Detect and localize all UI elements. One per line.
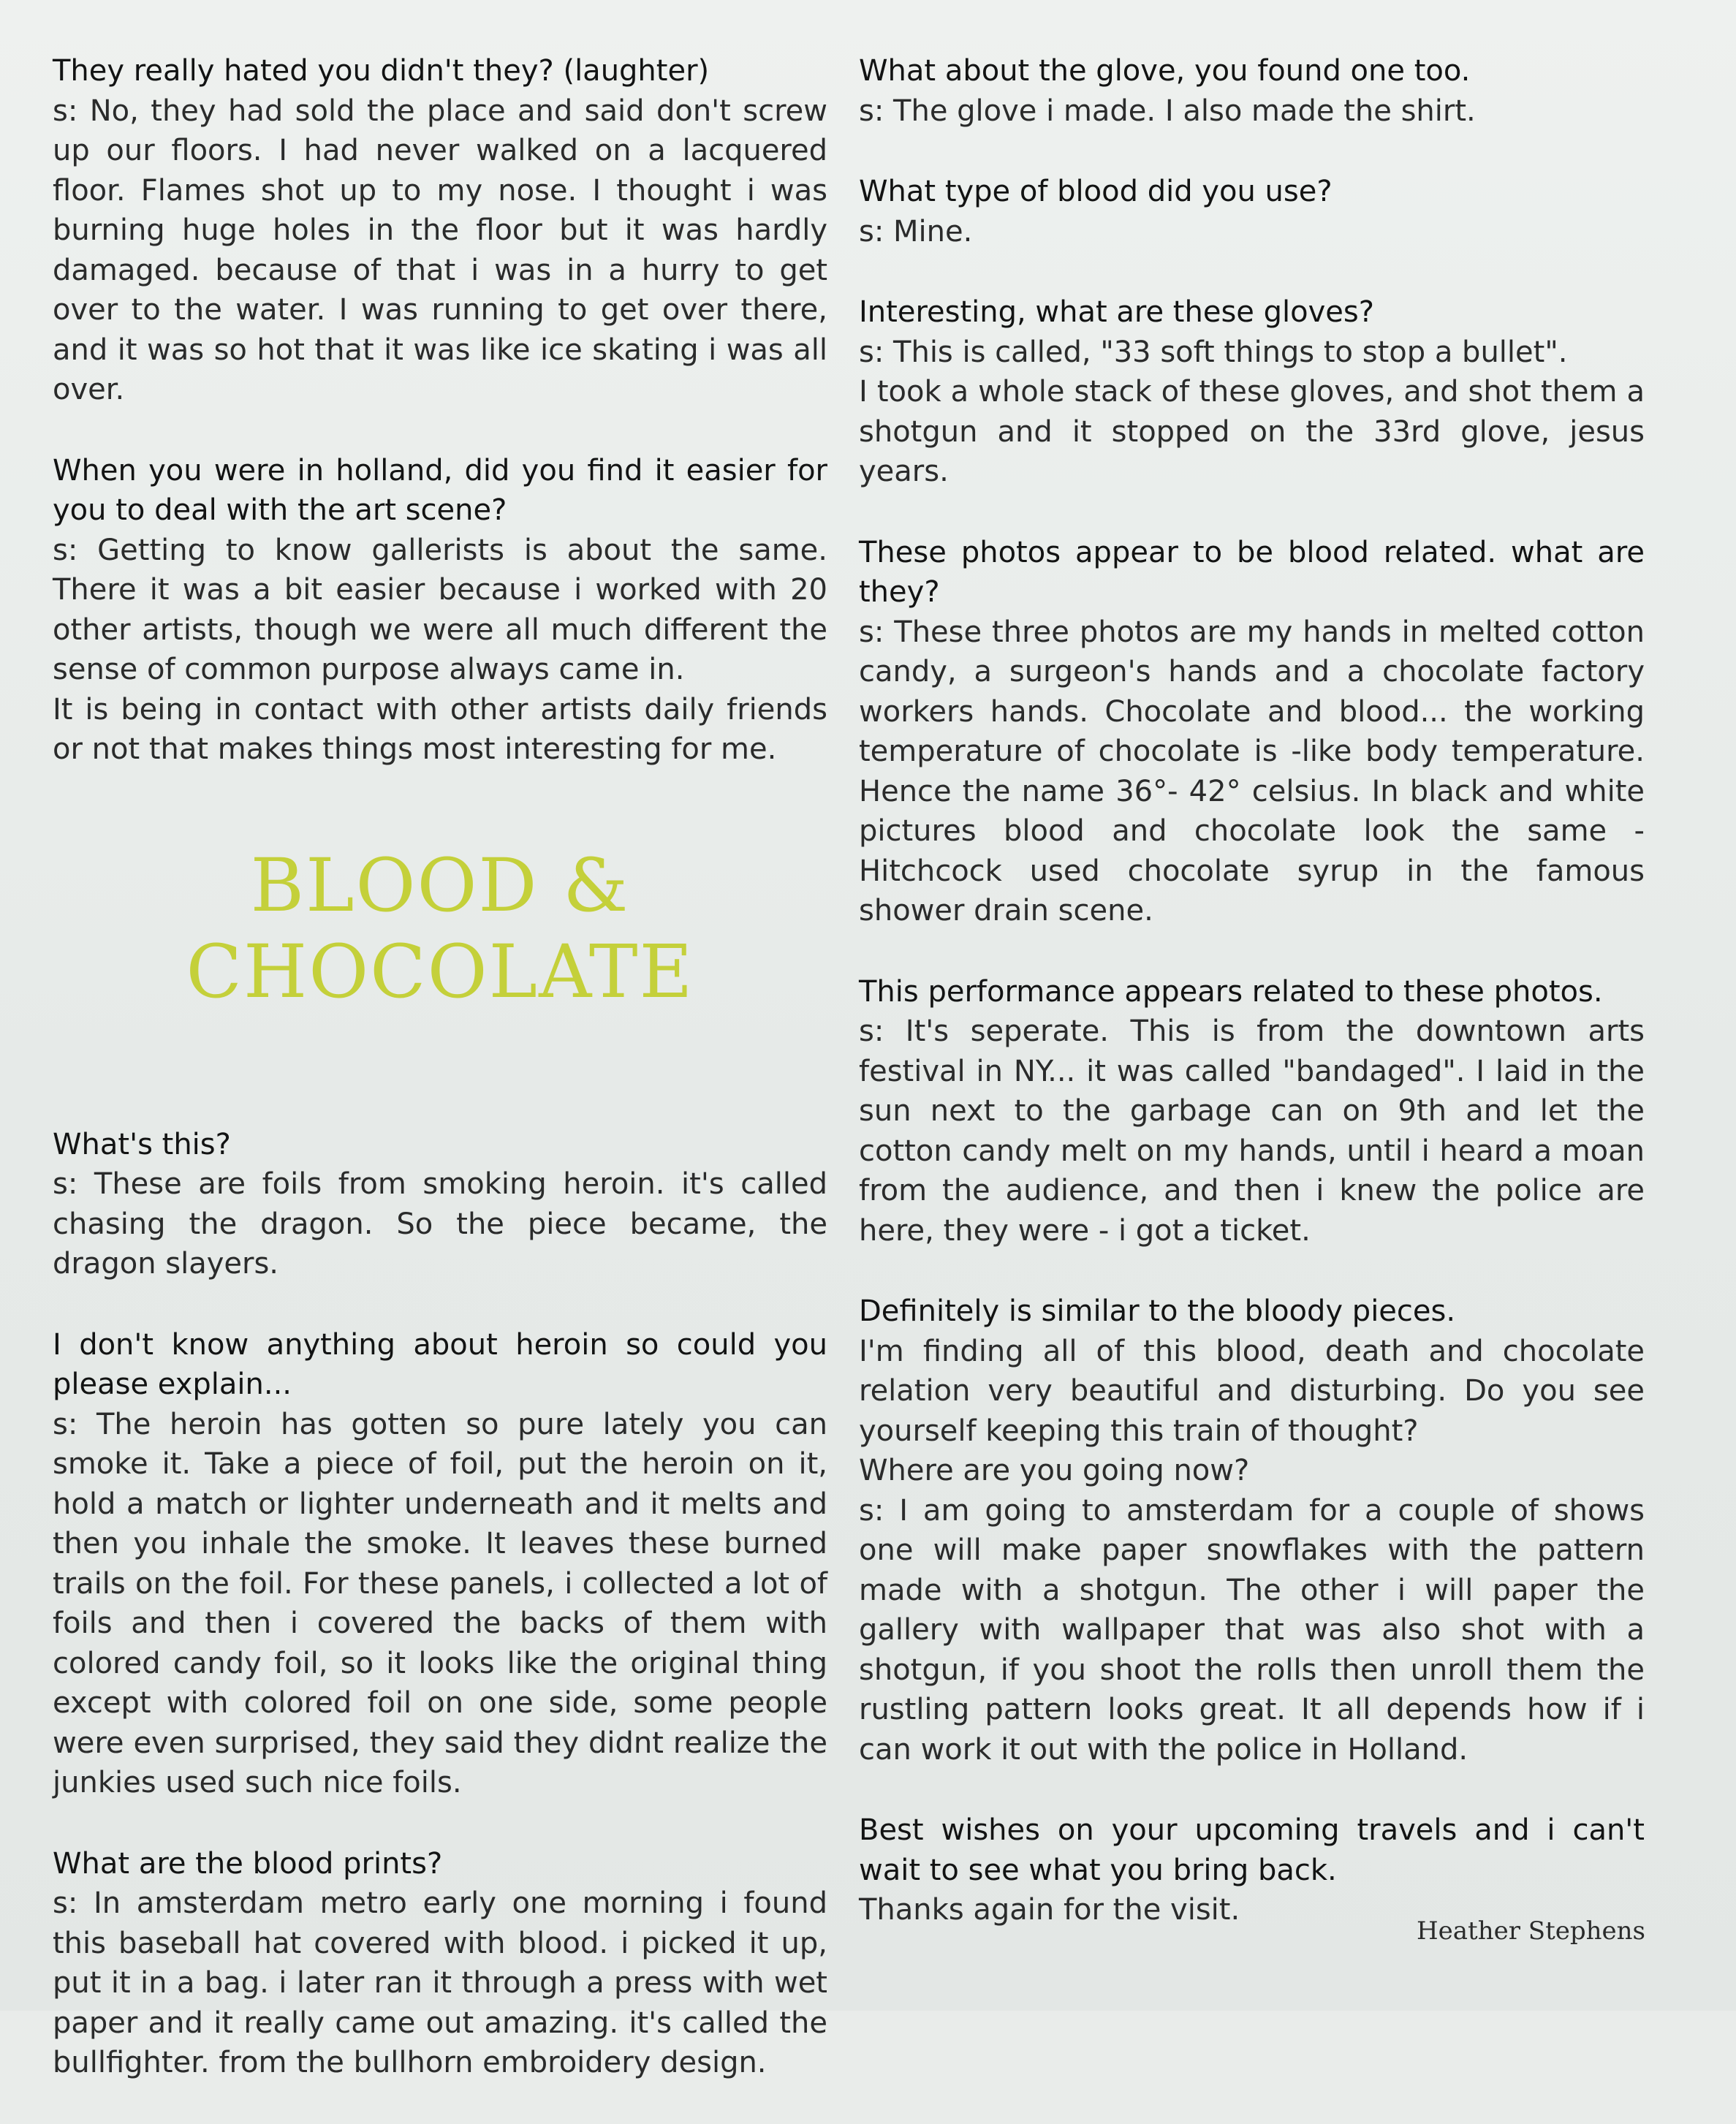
answer-paragraph: s: Getting to know gallerists is about the same. There it was a bit easier because i worked with 20 other artists, though we were all much different the sense of common purpose always came in.	[53, 533, 827, 686]
answer-paragraph: Thanks again for the visit.	[859, 1893, 1240, 1927]
qa-block	[53, 1125, 827, 1284]
qa-block	[53, 1844, 827, 2083]
answer-paragraph: I'm finding all of this blood, death and chocolate relation very beautiful and disturbing. Do you see yourself keeping this train of thought?	[859, 1334, 1645, 1448]
qa-block	[53, 51, 827, 410]
question: I don't know anything about heroin so could you please explain...	[53, 1327, 827, 1401]
answer-paragraph: s: This is called, "33 soft things to stop a bullet".	[859, 335, 1568, 369]
answer-paragraph: s: It's seperate. This is from the downtown arts festival in NY... it was called "bandaged". I laid in the sun next to the garbage can on 9th and let the cotton candy melt on my hands, until i heard a moan from the audience, and then i knew the police are here, they were - i got a ticket.	[859, 1014, 1645, 1248]
question: What are the blood prints?	[53, 1846, 443, 1881]
answer-paragraph: It is being in contact with other artists daily friends or not that makes things most interesting for me.	[53, 692, 827, 766]
answer-paragraph: s: These three photos are my hands in melted cotton candy, a surgeon's hands and a chocolate factory workers hands. Chocolate and blood... the working temperature of chocolate is -like body temperature. Hence the name 36°- 42° celsius. In black and white pictures blood and chocolate look the same - Hitchcock used chocolate syrup in the famous shower drain scene.	[859, 615, 1645, 928]
qa-block	[859, 51, 1645, 131]
title-line: BLOOD &	[250, 842, 630, 928]
answer-paragraph: s: The heroin has gotten so pure lately you can smoke it. Take a piece of foil, put the heroin on it, hold a match or lighter underneath and it melts and then you inhale the smoke. It leaves these burned trails on the foil. For these panels, i collected a lot of foils and then i covered the backs of them with colored candy foil, so it looks like the original thing except with colored foil on one side, some people were even surprised, they said they didnt realize the junkies used such nice foils.	[53, 1407, 827, 1799]
qa-block	[53, 451, 827, 770]
question: What about the glove, you found one too.	[859, 54, 1471, 88]
author-byline: Heather Stephens	[1417, 1916, 1645, 1946]
qa-block	[859, 172, 1645, 251]
answer-paragraph: Where are you going now?	[859, 1454, 1250, 1487]
answer-paragraph: s: In amsterdam metro early one morning i found this baseball hat covered with blood. i picked it up, put it in a bag. i later ran it through a press with wet paper and it really came out amazing. it's called the bullfighter. from the bullhorn embroidery design.	[53, 1886, 827, 2079]
question: What's this?	[53, 1127, 231, 1161]
article-title	[53, 843, 827, 1015]
qa-block	[53, 1325, 827, 1803]
answer-paragraph: s: I am going to amsterdam for a couple of shows one will make paper snowflakes with the pattern made with a shotgun. The other i will paper the gallery with wallpaper that was also shot with a shotgun, if you shoot the rolls then unroll them the rustling pattern looks great. It all depends how if i can work it out with the police in Holland.	[859, 1493, 1645, 1767]
qa-block	[859, 292, 1645, 492]
answer-paragraph: I took a whole stack of these gloves, and shot them a shotgun and it stopped on the 33rd glove, jesus years.	[859, 375, 1645, 488]
answer-paragraph: s: These are foils from smoking heroin. it's called chasing the dragon. So the piece became, the dragon slayers.	[53, 1167, 827, 1281]
question: Interesting, what are these gloves?	[859, 295, 1374, 329]
qa-block	[859, 972, 1645, 1251]
qa-block	[859, 1810, 1645, 1930]
question: Definitely is similar to the bloody pieces.	[859, 1294, 1456, 1328]
question: What type of blood did you use?	[859, 175, 1333, 208]
question: Best wishes on your upcoming travels and i can't wait to see what you bring back.	[859, 1813, 1645, 1887]
answer-paragraph: s: The glove i made. I also made the shirt.	[859, 94, 1476, 128]
qa-block	[859, 1292, 1645, 1770]
title-line: CHOCOLATE	[186, 928, 694, 1014]
qa-block	[859, 533, 1645, 931]
question: This performance appears related to these photos.	[859, 974, 1603, 1009]
question: They really hated you didn't they? (laughter)	[53, 54, 710, 88]
right-column	[859, 51, 1645, 1971]
question: When you were in holland, did you find it easier for you to deal with the art scene?	[53, 453, 827, 527]
left-column	[53, 51, 827, 2124]
question: These photos appear to be blood related. what are they?	[859, 535, 1645, 609]
answer-paragraph: s: Mine.	[859, 214, 973, 249]
answer-paragraph: s: No, they had sold the place and said don't screw up our floors. I had never walked on a lacquered floor. Flames shot up to my nose. I thought i was burning huge holes in the floor but it was hardly damaged. because of that i was in a hurry to get over to the water. I was running to get over there, and it was so hot that it was like ice skating i was all over.	[53, 94, 827, 406]
